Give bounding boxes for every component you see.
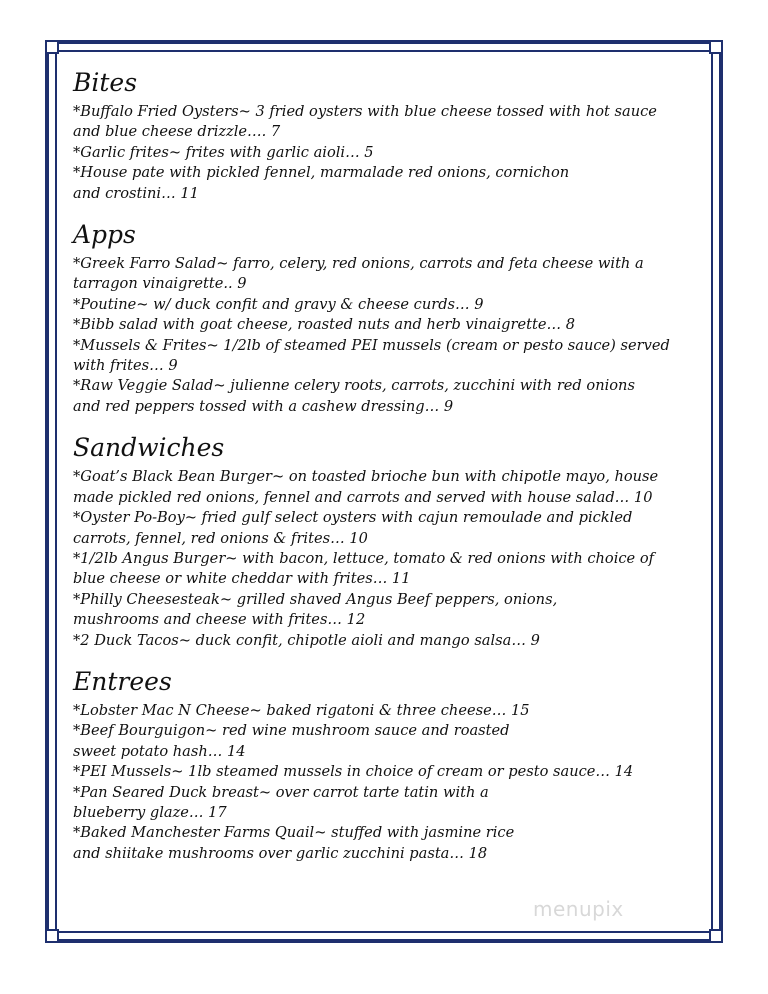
menu-item-line: and blue cheese drizzle…. 7	[73, 123, 281, 141]
section-heading: Entrees	[73, 666, 172, 696]
menu-item-line: and shiitake mushrooms over garlic zucchini pasta… 18	[73, 844, 488, 862]
menu-item-line: *Buffalo Fried Oysters~ 3 fried oysters with blue cheese tossed with hot sauce	[73, 103, 657, 120]
section-heading: Apps	[73, 220, 136, 250]
menu-item-line: *Philly Cheesesteak~ grilled shaved Angus Beef peppers, onions,	[73, 590, 558, 608]
menu-item-line: blueberry glaze… 17	[73, 803, 227, 821]
menu-item-line: and red peppers tossed with a cashew dressing… 9	[73, 397, 454, 415]
section-heading: Sandwiches	[73, 433, 225, 463]
menu-item-line: *Lobster Mac N Cheese~ baked rigatoni & three cheese… 15	[73, 701, 530, 719]
section-bites	[73, 66, 703, 204]
border-corner-top-left	[45, 40, 59, 54]
menu-item-line: *Baked Manchester Farms Quail~ stuffed with jasmine rice	[73, 824, 515, 842]
menu-item-line: tarragon vinaigrette.. 9	[73, 275, 247, 293]
menu-item-line: and crostini… 11	[73, 184, 199, 202]
section-lines	[73, 467, 703, 651]
menu-item-line: *2 Duck Tacos~ duck confit, chipotle aioli and mango salsa… 9	[73, 631, 540, 649]
menu-item-line: *Oyster Po-Boy~ fried gulf select oysters with cajun remoulade and pickled	[73, 509, 633, 527]
menu-item-line: blue cheese or white cheddar with frites… 11	[73, 570, 411, 588]
menu-item-line: *Mussels & Frites~ 1/2lb of steamed PEI mussels (cream or pesto sauce) served	[73, 336, 670, 354]
menu-item-line: *House pate with pickled fennel, marmalade red onions, cornichon	[73, 164, 570, 182]
border-corner-bottom-right	[709, 929, 723, 943]
section-entrees	[73, 665, 703, 864]
menu-item-line: with frites… 9	[73, 357, 178, 375]
menu-item-line: *Beef Bourguigon~ red wine mushroom sauce and roasted	[73, 722, 510, 740]
menu-item-line: sweet potato hash… 14	[73, 742, 246, 760]
menu-item-line: *Garlic frites~ frites with garlic aioli… 5	[73, 143, 374, 161]
section-apps	[73, 218, 703, 417]
menu-item-line: *Greek Farro Salad~ farro, celery, red onions, carrots and feta cheese with a	[73, 255, 644, 273]
section-heading: Bites	[73, 68, 138, 97]
border-corner-top-right	[709, 40, 723, 54]
menu-item-line: *1/2lb Angus Burger~ with bacon, lettuce, tomato & red onions with choice of	[73, 549, 655, 567]
menu-item-line: *Bibb salad with goat cheese, roasted nuts and herb vinaigrette… 8	[73, 316, 576, 334]
menu-item-line: *PEI Mussels~ 1lb steamed mussels in choice of cream or pesto sauce… 14	[73, 763, 634, 781]
section-lines	[73, 254, 703, 417]
section-sandwiches	[73, 431, 703, 651]
menu-item-line: *Raw Veggie Salad~ julienne celery roots, carrots, zucchini with red onions	[73, 377, 635, 395]
section-lines	[73, 701, 703, 864]
menu-item-line: mushrooms and cheese with frites… 12	[73, 611, 366, 629]
menu-item-line: carrots, fennel, red onions & frites… 10	[73, 529, 368, 547]
section-lines	[73, 102, 703, 204]
menu-item-line: made pickled red onions, fennel and carrots and served with house salad… 10	[73, 488, 653, 506]
menu-item-line: *Goat’s Black Bean Burger~ on toasted brioche bun with chipotle mayo, house	[73, 468, 659, 486]
watermark: menupix	[533, 897, 624, 921]
border-corner-bottom-left	[45, 929, 59, 943]
menu-item-line: *Pan Seared Duck breast~ over carrot tarte tatin with a	[73, 783, 489, 801]
menu-item-line: *Poutine~ w/ duck confit and gravy & cheese curds… 9	[73, 295, 484, 313]
menu-content	[73, 66, 703, 878]
